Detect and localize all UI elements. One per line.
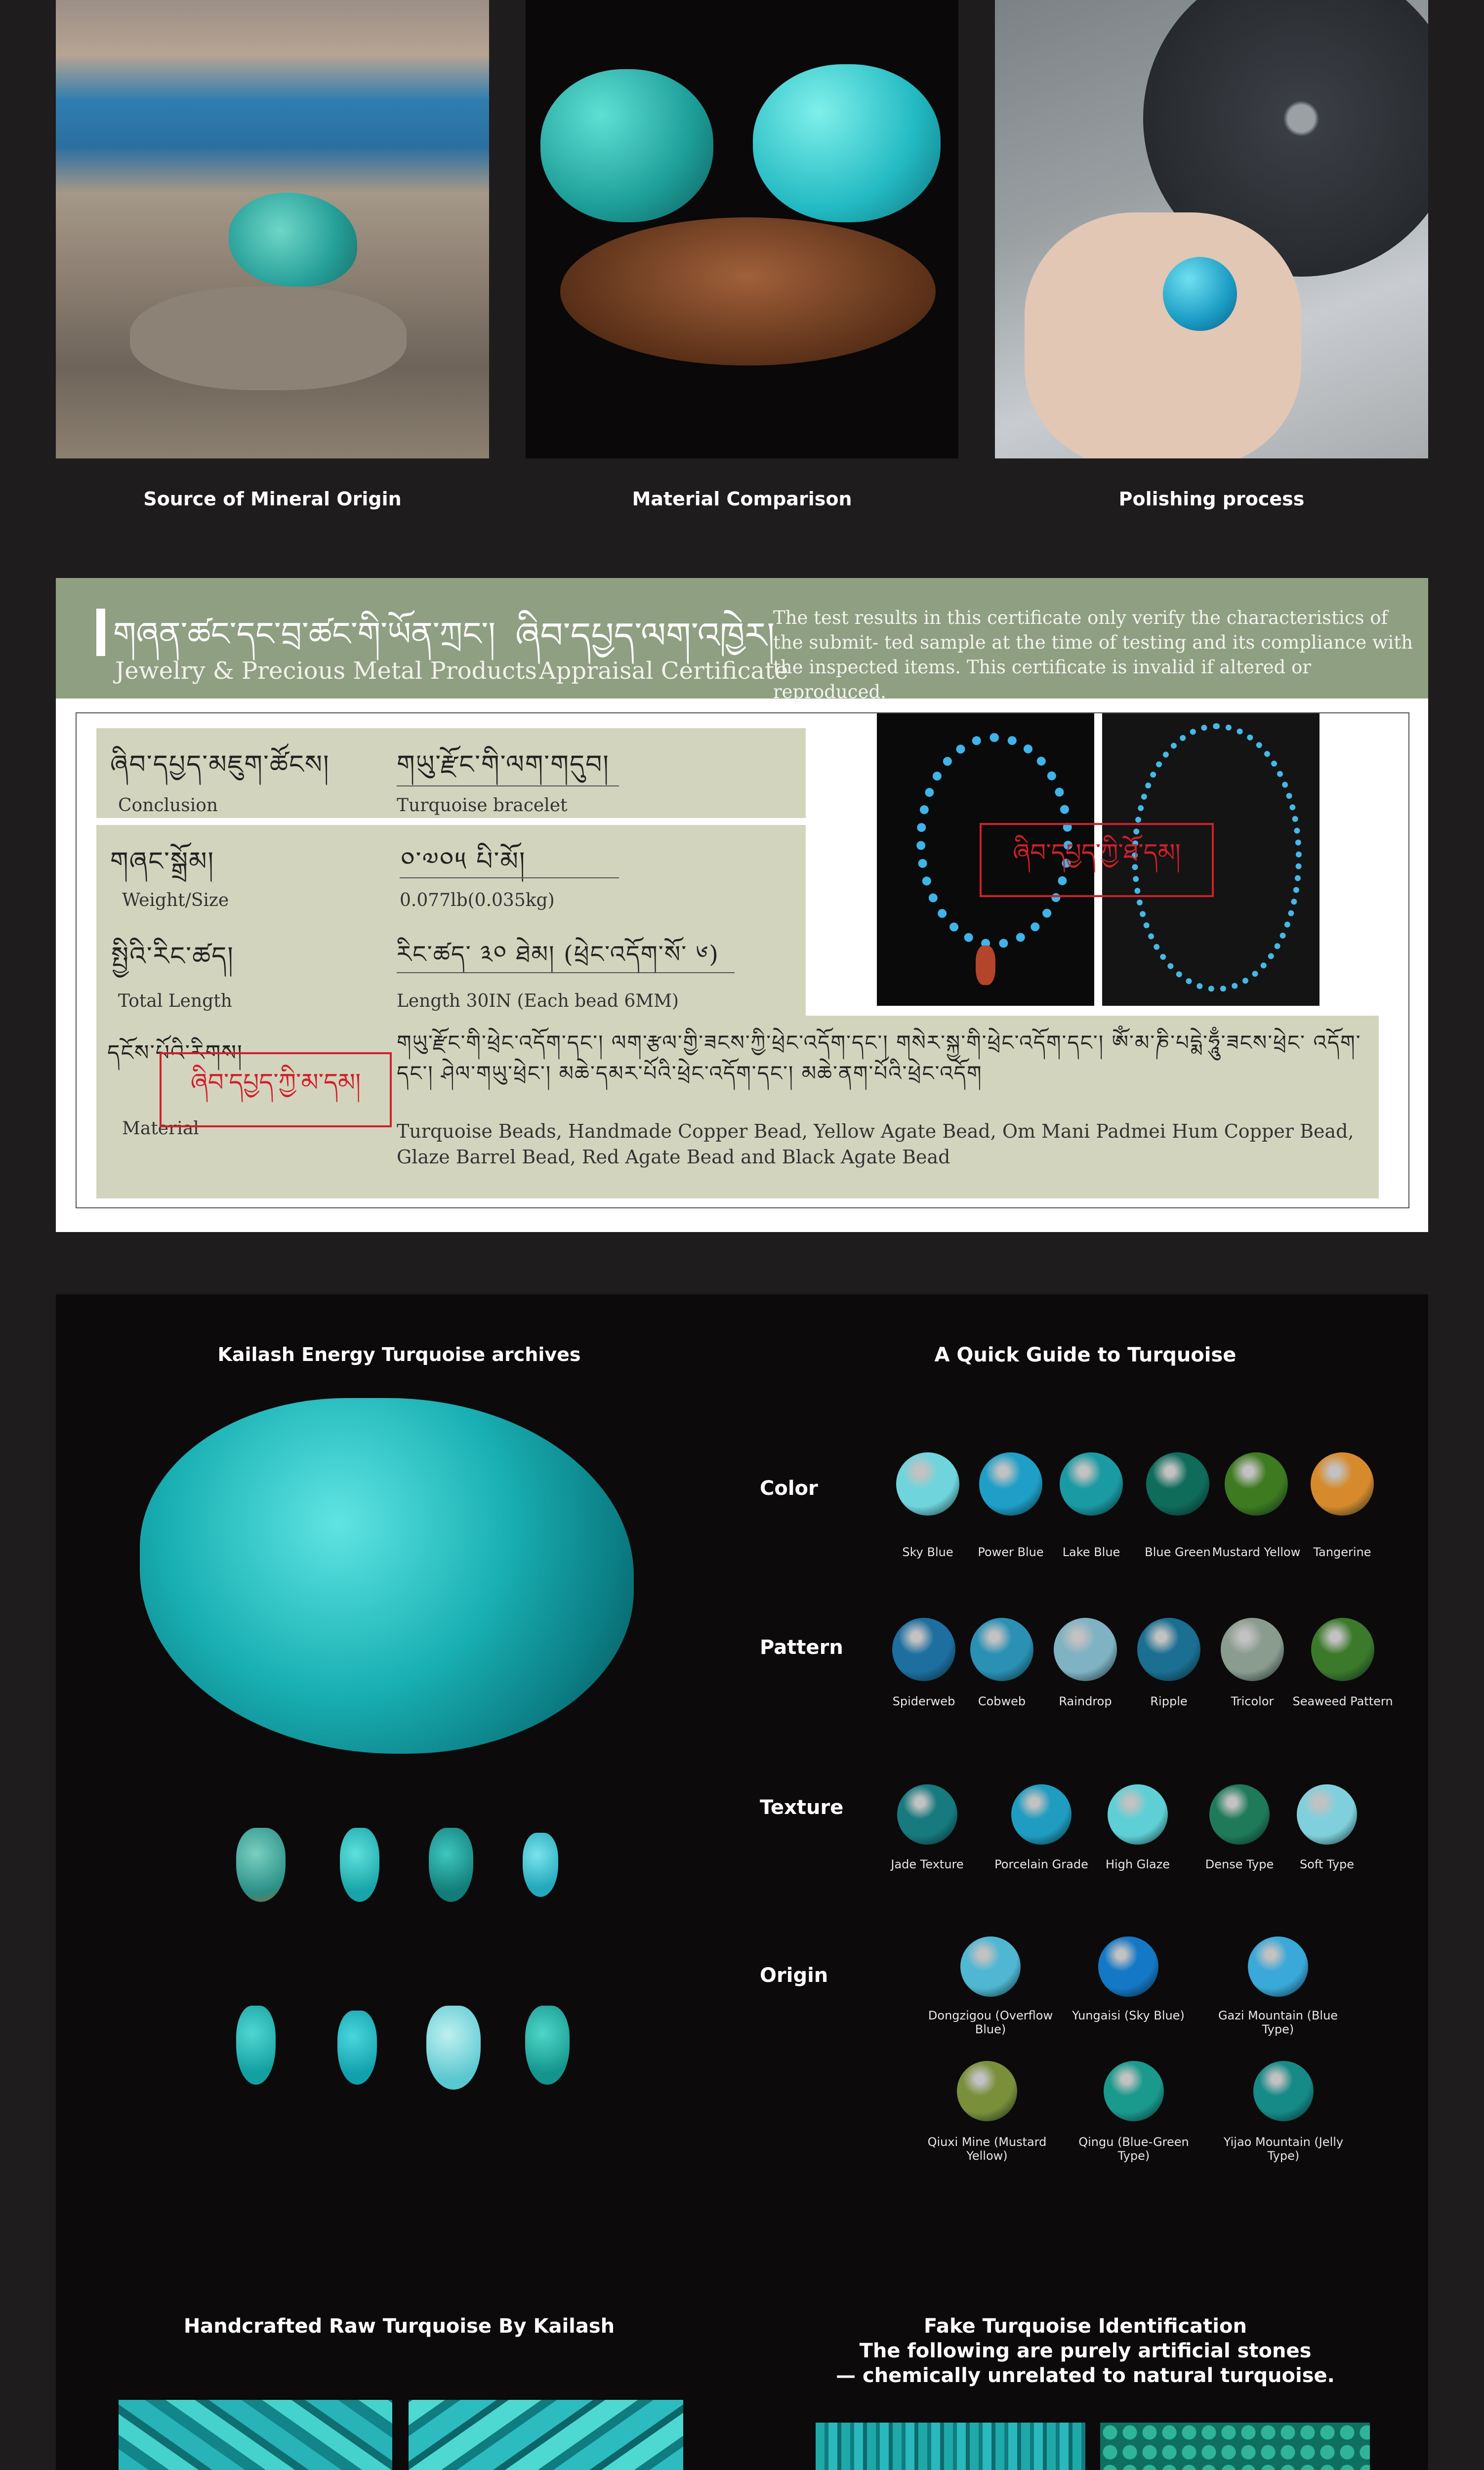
length-value: Length 30IN (Each bead 6MM) — [397, 991, 679, 1011]
length-tibetan-value: རིང་ཚད་ ༣༠ ཐེམ། (ཕྲེང་འདོག་སོ་ ༦) — [397, 941, 719, 968]
origin-row2-stone-1 — [957, 2061, 1017, 2121]
raw-turquoise-before-photo — [119, 2400, 392, 2470]
caption-polishing-process: Polishing process — [1118, 488, 1305, 510]
texture-label-1: Jade Texture — [891, 1857, 964, 1871]
material-label: Material — [122, 1118, 199, 1139]
color-label-5: Mustard Yellow — [1212, 1545, 1301, 1559]
color-label-1: Sky Blue — [902, 1545, 953, 1559]
category-origin: Origin — [760, 1964, 828, 1987]
weight-tibetan-label: གཞང་སྒྲོམ། — [110, 847, 215, 876]
pendant-2 — [340, 1828, 379, 1902]
origin-row1-label-3: Gazi Mountain (Blue Type) — [1218, 2009, 1338, 2036]
pattern-label-6: Seaweed Pattern — [1292, 1694, 1393, 1708]
category-pattern: Pattern — [760, 1636, 843, 1659]
fake-turquoise-photo-2 — [1100, 2423, 1370, 2470]
handcrafted-title: Handcrafted Raw Turquoise By Kailash — [183, 2315, 615, 2338]
texture-label-4: Dense Type — [1205, 1857, 1274, 1871]
origin-row2-stone-2 — [1104, 2061, 1164, 2121]
origin-row2-stone-3 — [1253, 2061, 1314, 2121]
fake-title-line2: The following are purely artificial stones — [859, 2340, 1312, 2362]
fake-turquoise-photo-1 — [816, 2423, 1085, 2470]
origin-row2-label-2: Qingu (Blue-Green Type) — [1078, 2135, 1189, 2163]
pattern-stone-2 — [970, 1618, 1033, 1681]
pattern-label-4: Ripple — [1150, 1694, 1188, 1708]
guide-title: A Quick Guide to Turquoise — [934, 1344, 1237, 1366]
polishing-process-photo — [995, 0, 1428, 458]
weight-label: Weight/Size — [122, 890, 229, 910]
pattern-label-5: Tricolor — [1231, 1694, 1274, 1708]
texture-stone-1 — [897, 1784, 957, 1845]
origin-row1-label-1: Dongzigou (Overflow Blue) — [928, 2009, 1053, 2036]
origin-row1-stone-1 — [960, 1936, 1021, 1997]
texture-stone-3 — [1108, 1784, 1168, 1845]
origin-row2-label-1: Qiuxi Mine (Mustard Yellow) — [927, 2135, 1047, 2163]
color-stone-6 — [1311, 1452, 1374, 1516]
pattern-stone-3 — [1054, 1618, 1117, 1681]
fake-title-line1: Fake Turquoise Identification — [924, 2315, 1247, 2338]
color-label-4: Blue Green — [1145, 1545, 1211, 1559]
conclusion-tibetan-label: ཞིབ་དཔྱད་མཇུག་ཚོངས། — [110, 750, 330, 780]
pattern-label-1: Spiderweb — [892, 1694, 955, 1708]
weight-underline — [400, 877, 619, 878]
material-comparison-photo — [526, 0, 958, 458]
header-english-left: Jewelry & Precious Metal Products — [115, 657, 537, 685]
archives-title: Kailash Energy Turquoise archives — [217, 1344, 581, 1365]
origin-row1-stone-2 — [1098, 1936, 1158, 1997]
texture-label-5: Soft Type — [1299, 1857, 1355, 1871]
category-texture: Texture — [760, 1796, 844, 1819]
pattern-stone-4 — [1137, 1618, 1200, 1681]
material-tibetan-label: དངོས་པོའི་རིགས། — [107, 1040, 243, 1066]
conclusion-underline — [397, 785, 619, 786]
header-tibetan-right: ཞིབ་དཔྱད་ལག་འཁྱེར། — [515, 615, 775, 656]
color-label-3: Lake Blue — [1062, 1545, 1120, 1559]
appraisal-certificate — [56, 578, 1428, 1232]
category-color: Color — [760, 1477, 818, 1500]
weight-tibetan-value: ༠་༧༠༥ པི་མོ། — [401, 847, 526, 876]
origin-row1-stone-3 — [1248, 1936, 1308, 1997]
pendant-5 — [236, 2006, 276, 2085]
color-stone-3 — [1060, 1452, 1123, 1516]
color-stone-1 — [896, 1452, 959, 1516]
conclusion-tibetan-value: གཡུ་རྫོང་གི་ལག་གདུབ། — [397, 750, 610, 780]
material-tibetan-value: གཡུ་རྫོང་གི་ཕྲེང་འདོག་དང་། ལག་རྩལ་གྱི་ཟངས་ཀྱི་ཕྲེང་འདོག་དང་། གསེར་སྐྱ་གི་ཕྲེང་འདོག་དང་། ཨོཾ་མ་ཎི་པདྨེ་ཧཱུྃ་ཟངས་ཕྲེང་ འདོག་དང་། ཤེལ་གཡུ་ཕྲེང་། མཆེ་དམར་པོའི་ཕྲེང་འདོག་དང་། མཆེ་ནག་པོའི་ཕྲེང་འདོག — [397, 1030, 1361, 1085]
color-stone-2 — [979, 1452, 1042, 1516]
fake-title-line3: — chemically unrelated to natural turquoise. — [836, 2364, 1335, 2387]
header-tibetan-left: གཞན་ཚང་དང་བྲ་ཚང་གི་ཡོན་ཀྲང་། — [113, 615, 495, 653]
mineral-origin-photo — [56, 0, 489, 458]
header-english-right: Appraisal Certificate — [539, 657, 788, 685]
certificate-stamp-bottom: ཞིབ་དཔྱད་ཀྱི་མ་དམ། — [160, 1052, 392, 1127]
conclusion-label: Conclusion — [118, 795, 218, 816]
color-label-2: Power Blue — [978, 1545, 1044, 1559]
length-underline — [397, 972, 735, 973]
pattern-label-2: Cobweb — [978, 1694, 1026, 1708]
texture-label-3: High Glaze — [1105, 1857, 1170, 1871]
pattern-stone-5 — [1221, 1618, 1284, 1681]
pattern-stone-1 — [892, 1618, 955, 1681]
pendant-7 — [426, 2006, 481, 2090]
pattern-stone-6 — [1311, 1618, 1374, 1681]
certificate-stamp-top: ཞིབ་དཔྱད་ཀྱི་ཐོ་དམ། — [980, 823, 1214, 897]
pendant-6 — [337, 2011, 377, 2085]
pendant-1 — [236, 1828, 286, 1902]
origin-row1-label-2: Yungaisi (Sky Blue) — [1072, 2009, 1185, 2022]
color-label-6: Tangerine — [1313, 1545, 1371, 1559]
length-label: Total Length — [118, 991, 232, 1011]
material-value: Turquoise Beads, Handmade Copper Bead, Yellow Agate Bead, Om Mani Padmei Hum Copper Bead, Glaze Barrel Bead, Red Agate Bead and Black Agate Bead — [397, 1120, 1354, 1168]
handcrafted-fake-panel — [56, 2277, 1428, 2470]
texture-stone-4 — [1209, 1784, 1270, 1845]
turquoise-nugget — [140, 1398, 634, 1754]
certificate-notice: The test results in this certificate only verify the characteristics of the submit- ted sample at the time of testing and its compliance with the inspected items. This certificate is invalid if altered or reproduced. — [773, 607, 1413, 702]
archives-panel — [56, 1294, 1428, 2277]
certificate-header — [56, 578, 1428, 702]
raw-turquoise-after-photo — [409, 2400, 683, 2470]
origin-row2-label-3: Yijao Mountain (Jelly Type) — [1223, 2135, 1344, 2163]
pattern-label-3: Raindrop — [1059, 1694, 1112, 1708]
color-stone-5 — [1225, 1452, 1288, 1516]
conclusion-value: Turquoise bracelet — [397, 795, 568, 816]
weight-value: 0.077lb(0.035kg) — [400, 890, 555, 910]
pendant-3 — [429, 1828, 473, 1902]
caption-material-comparison: Material Comparison — [632, 488, 852, 510]
texture-stone-5 — [1297, 1784, 1357, 1845]
texture-stone-2 — [1011, 1784, 1072, 1845]
length-tibetan-label: སྤྱིའི་རིང་ཚད། — [111, 942, 234, 971]
caption-mineral-origin: Source of Mineral Origin — [143, 488, 402, 510]
pendant-4 — [523, 1833, 558, 1897]
texture-label-2: Porcelain Grade — [994, 1857, 1088, 1871]
color-stone-4 — [1146, 1452, 1209, 1516]
pendant-8 — [525, 2006, 570, 2085]
